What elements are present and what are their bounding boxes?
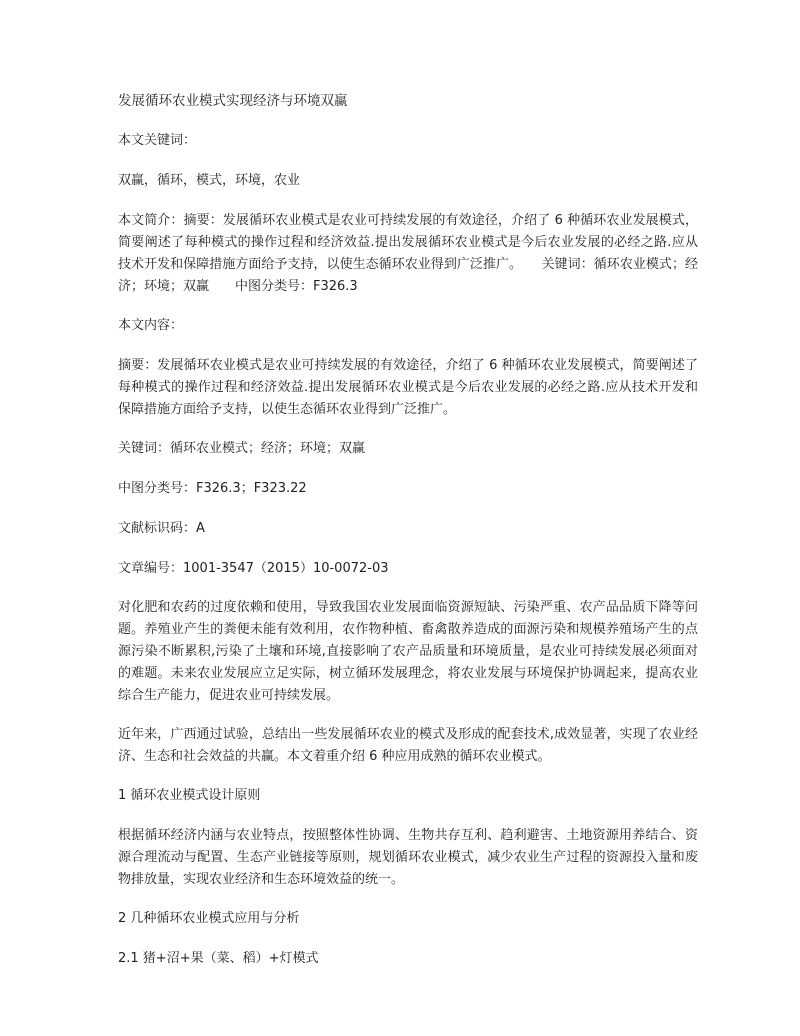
section-heading-2: 2 几种循环农业模式应用与分析 (118, 911, 300, 926)
body-paragraph-1: 对化肥和农药的过度依赖和使用，导致我国农业发展面临资源短缺、污染严重、农产品品质下降等问题。养殖业产生的粪便未能有效利用，农作物种植、畜禽散养造成的面源污染和规模养殖场产生的点源污染不断累积,污染了土壤和环境,直接影响了农产品质量和环境质量，是农业可持续发展必须面对的难题。未来农业发展应立足实际，树立循环发展理念，将农业发展与环境保护协调起来，提高农业综合生产能力，促进农业可持续发展。 (118, 600, 698, 703)
keywords-header: 本文关键词： (118, 133, 197, 148)
body-paragraph-3: 根据循环经济内涵与农业特点，按照整体性协调、生物共存互利、趋利避害、土地资源用养结合、资源合理流动与配置、生态产业链接等原则，规划循环农业模式，减少农业生产过程的资源投入量和废物排放量，实现农业经济和生态环境效益的统一。 (118, 828, 698, 887)
intro-paragraph: 本文简介：摘要：发展循环农业模式是农业可持续发展的有效途径，介绍了 6 种循环农业发展模式，简要阐述了每种模式的操作过程和经济效益.提出发展循环农业模式是今后农业发展的必经之路.应从技术开发和保障措施方面给予支持，以使生态循环农业得到广泛推广。 关键词：循环农业模式；经济；环境；双赢 中图分类号：F326.3 (118, 213, 698, 294)
document-title: 发展循环农业模式实现经济与环境双赢 (118, 93, 348, 109)
body-paragraph-2: 近年来，广西通过试验，总结出一些发展循环农业的模式及形成的配套技术,成效显著，实现了农业经济、生态和社会效益的共赢。本文着重介绍 6 种应用成熟的循环农业模式。 (118, 727, 698, 764)
classification-number: 中图分类号：F326.3；F323.22 (118, 481, 307, 496)
document-code: 文献标识码：A (118, 521, 205, 536)
document-body (118, 90, 698, 988)
section-heading-2-1: 2.1 猪+沼+果（菜、稻）+灯模式 (118, 951, 319, 966)
article-number: 文章编号：1001-3547（2015）10-0072-03 (118, 561, 389, 576)
section-heading-1: 1 循环农业模式设计原则 (118, 788, 261, 803)
keywords-list: 双赢，循环，模式，环境，农业 (118, 173, 301, 188)
abstract-paragraph: 摘要：发展循环农业模式是农业可持续发展的有效途径，介绍了 6 种循环农业发展模式，简要阐述了每种模式的操作过程和经济效益.提出发展循环农业模式是今后农业发展的必经之路.应从技术开发和保障措施方面给予支持，以使生态循环农业得到广泛推广。 (118, 358, 698, 417)
keywords-line: 关键词：循环农业模式；经济；环境；双赢 (118, 441, 366, 456)
content-header: 本文内容： (118, 318, 184, 333)
